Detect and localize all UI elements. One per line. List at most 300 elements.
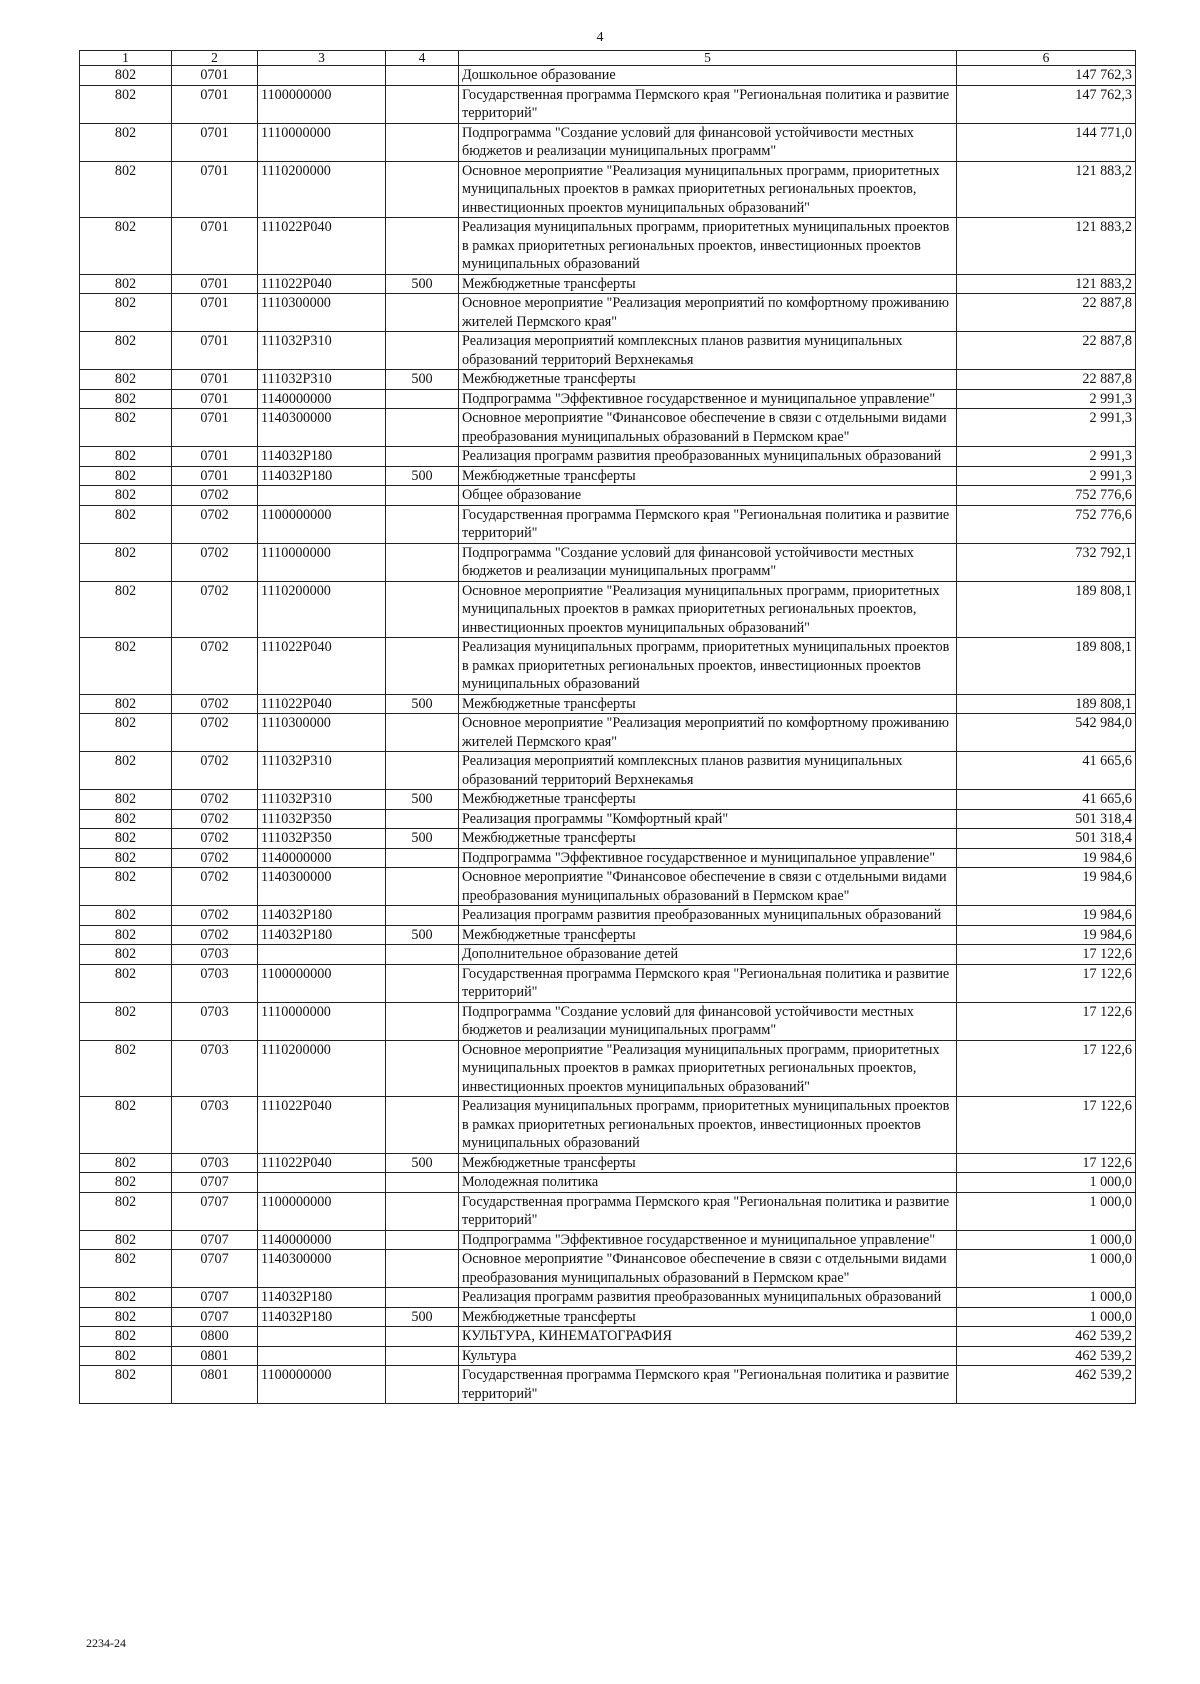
expense-type-code: 500 bbox=[386, 790, 459, 810]
target-code: 114032P180 bbox=[258, 466, 386, 486]
amount: 144 771,0 bbox=[957, 123, 1136, 161]
admin-code: 802 bbox=[80, 581, 172, 638]
amount: 752 776,6 bbox=[957, 505, 1136, 543]
item-name: Основное мероприятие "Финансовое обеспечение в связи с отдельными видами преобразования муниципальных образований в Пермском крае" bbox=[459, 868, 957, 906]
item-name: Государственная программа Пермского края "Региональная политика и развитие территорий" bbox=[459, 505, 957, 543]
amount: 22 887,8 bbox=[957, 370, 1136, 390]
item-name: Подпрограмма "Эффективное государственное и муниципальное управление" bbox=[459, 1230, 957, 1250]
table-row bbox=[80, 809, 1136, 829]
expense-type-code bbox=[386, 505, 459, 543]
item-name: Межбюджетные трансферты bbox=[459, 466, 957, 486]
amount: 19 984,6 bbox=[957, 848, 1136, 868]
admin-code: 802 bbox=[80, 389, 172, 409]
table-row bbox=[80, 714, 1136, 752]
section-code: 0702 bbox=[172, 809, 258, 829]
expense-type-code: 500 bbox=[386, 1153, 459, 1173]
amount: 17 122,6 bbox=[957, 964, 1136, 1002]
target-code: 111022P040 bbox=[258, 218, 386, 275]
table-row bbox=[80, 1097, 1136, 1154]
item-name: Реализация мероприятий комплексных планов развития муниципальных образований территорий Верхнекамья bbox=[459, 752, 957, 790]
item-name: Государственная программа Пермского края "Региональная политика и развитие территорий" bbox=[459, 85, 957, 123]
target-code bbox=[258, 1346, 386, 1366]
amount: 22 887,8 bbox=[957, 294, 1136, 332]
amount: 17 122,6 bbox=[957, 1097, 1136, 1154]
target-code: 1110000000 bbox=[258, 123, 386, 161]
table-row bbox=[80, 925, 1136, 945]
expense-type-code bbox=[386, 123, 459, 161]
target-code: 114032P180 bbox=[258, 447, 386, 467]
expense-type-code bbox=[386, 543, 459, 581]
expense-type-code bbox=[386, 1250, 459, 1288]
expense-type-code bbox=[386, 66, 459, 86]
expense-type-code bbox=[386, 581, 459, 638]
target-code: 1110000000 bbox=[258, 543, 386, 581]
amount: 147 762,3 bbox=[957, 66, 1136, 86]
table-row bbox=[80, 332, 1136, 370]
amount: 19 984,6 bbox=[957, 925, 1136, 945]
target-code: 114032P180 bbox=[258, 925, 386, 945]
item-name: КУЛЬТУРА, КИНЕМАТОГРАФИЯ bbox=[459, 1327, 957, 1347]
table-row bbox=[80, 123, 1136, 161]
table-row bbox=[80, 1192, 1136, 1230]
item-name: Общее образование bbox=[459, 486, 957, 506]
table-row bbox=[80, 581, 1136, 638]
amount: 1 000,0 bbox=[957, 1250, 1136, 1288]
section-code: 0707 bbox=[172, 1230, 258, 1250]
expense-type-code bbox=[386, 714, 459, 752]
table-row bbox=[80, 1288, 1136, 1308]
item-name: Государственная программа Пермского края "Региональная политика и развитие территорий" bbox=[459, 1366, 957, 1404]
expense-type-code bbox=[386, 964, 459, 1002]
admin-code: 802 bbox=[80, 218, 172, 275]
amount: 189 808,1 bbox=[957, 694, 1136, 714]
table-row bbox=[80, 447, 1136, 467]
table-row bbox=[80, 945, 1136, 965]
amount: 19 984,6 bbox=[957, 868, 1136, 906]
amount: 1 000,0 bbox=[957, 1173, 1136, 1193]
amount: 121 883,2 bbox=[957, 274, 1136, 294]
admin-code: 802 bbox=[80, 1250, 172, 1288]
target-code: 1100000000 bbox=[258, 964, 386, 1002]
amount: 121 883,2 bbox=[957, 218, 1136, 275]
target-code: 1110300000 bbox=[258, 294, 386, 332]
item-name: Основное мероприятие "Финансовое обеспечение в связи с отдельными видами преобразования муниципальных образований в Пермском крае" bbox=[459, 1250, 957, 1288]
amount: 501 318,4 bbox=[957, 809, 1136, 829]
target-code: 1100000000 bbox=[258, 85, 386, 123]
section-code: 0703 bbox=[172, 1153, 258, 1173]
section-code: 0702 bbox=[172, 925, 258, 945]
table-row bbox=[80, 1250, 1136, 1288]
item-name: Культура bbox=[459, 1346, 957, 1366]
amount: 2 991,3 bbox=[957, 447, 1136, 467]
target-code bbox=[258, 66, 386, 86]
admin-code: 802 bbox=[80, 370, 172, 390]
amount: 501 318,4 bbox=[957, 829, 1136, 849]
section-code: 0702 bbox=[172, 505, 258, 543]
item-name: Основное мероприятие "Реализация муниципальных программ, приоритетных муниципальных проектов в рамках приоритетных региональных проектов, инвестиционных проектов муниципальных образований" bbox=[459, 161, 957, 218]
target-code: 111022P040 bbox=[258, 694, 386, 714]
table-row bbox=[80, 906, 1136, 926]
target-code: 111022P040 bbox=[258, 274, 386, 294]
expense-type-code bbox=[386, 1002, 459, 1040]
amount: 1 000,0 bbox=[957, 1230, 1136, 1250]
expense-type-code: 500 bbox=[386, 829, 459, 849]
item-name: Реализация программ развития преобразованных муниципальных образований bbox=[459, 1288, 957, 1308]
target-code: 111032P310 bbox=[258, 370, 386, 390]
expense-type-code bbox=[386, 1097, 459, 1154]
table-row bbox=[80, 85, 1136, 123]
admin-code: 802 bbox=[80, 274, 172, 294]
table-row bbox=[80, 1230, 1136, 1250]
admin-code: 802 bbox=[80, 123, 172, 161]
expense-type-code bbox=[386, 1327, 459, 1347]
section-code: 0703 bbox=[172, 1002, 258, 1040]
admin-code: 802 bbox=[80, 868, 172, 906]
table-row bbox=[80, 848, 1136, 868]
admin-code: 802 bbox=[80, 945, 172, 965]
expense-type-code: 500 bbox=[386, 694, 459, 714]
expense-type-code bbox=[386, 85, 459, 123]
item-name: Реализация муниципальных программ, приоритетных муниципальных проектов в рамках приоритетных региональных проектов, инвестиционных проектов муниципальных образований bbox=[459, 638, 957, 695]
section-code: 0702 bbox=[172, 752, 258, 790]
section-code: 0801 bbox=[172, 1346, 258, 1366]
section-code: 0701 bbox=[172, 66, 258, 86]
item-name: Основное мероприятие "Финансовое обеспечение в связи с отдельными видами преобразования муниципальных образований в Пермском крае" bbox=[459, 409, 957, 447]
table-row bbox=[80, 1366, 1136, 1404]
table-row bbox=[80, 409, 1136, 447]
admin-code: 802 bbox=[80, 848, 172, 868]
amount: 41 665,6 bbox=[957, 790, 1136, 810]
target-code: 1110200000 bbox=[258, 1040, 386, 1097]
item-name: Подпрограмма "Создание условий для финансовой устойчивости местных бюджетов и реализации муниципальных программ" bbox=[459, 123, 957, 161]
budget-table bbox=[79, 50, 1136, 1404]
target-code: 1140300000 bbox=[258, 1250, 386, 1288]
section-code: 0702 bbox=[172, 906, 258, 926]
amount: 1 000,0 bbox=[957, 1307, 1136, 1327]
item-name: Реализация мероприятий комплексных планов развития муниципальных образований территорий Верхнекамья bbox=[459, 332, 957, 370]
amount: 542 984,0 bbox=[957, 714, 1136, 752]
item-name: Реализация программ развития преобразованных муниципальных образований bbox=[459, 906, 957, 926]
item-name: Дошкольное образование bbox=[459, 66, 957, 86]
item-name: Подпрограмма "Создание условий для финансовой устойчивости местных бюджетов и реализации муниципальных программ" bbox=[459, 1002, 957, 1040]
target-code: 1110300000 bbox=[258, 714, 386, 752]
admin-code: 802 bbox=[80, 1366, 172, 1404]
section-code: 0703 bbox=[172, 1097, 258, 1154]
admin-code: 802 bbox=[80, 505, 172, 543]
amount: 41 665,6 bbox=[957, 752, 1136, 790]
expense-type-code bbox=[386, 906, 459, 926]
table-row bbox=[80, 1002, 1136, 1040]
column-number-row bbox=[80, 51, 1136, 66]
item-name: Межбюджетные трансферты bbox=[459, 925, 957, 945]
target-code: 111032P350 bbox=[258, 809, 386, 829]
admin-code: 802 bbox=[80, 925, 172, 945]
document-code: 2234-24 bbox=[86, 1636, 126, 1650]
expense-type-code bbox=[386, 294, 459, 332]
target-code: 111032P350 bbox=[258, 829, 386, 849]
section-code: 0701 bbox=[172, 161, 258, 218]
section-code: 0702 bbox=[172, 868, 258, 906]
admin-code: 802 bbox=[80, 1040, 172, 1097]
admin-code: 802 bbox=[80, 829, 172, 849]
admin-code: 802 bbox=[80, 1153, 172, 1173]
section-code: 0702 bbox=[172, 638, 258, 695]
section-code: 0702 bbox=[172, 829, 258, 849]
amount: 17 122,6 bbox=[957, 1040, 1136, 1097]
section-code: 0703 bbox=[172, 945, 258, 965]
admin-code: 802 bbox=[80, 809, 172, 829]
admin-code: 802 bbox=[80, 906, 172, 926]
amount: 752 776,6 bbox=[957, 486, 1136, 506]
target-code: 1110000000 bbox=[258, 1002, 386, 1040]
item-name: Межбюджетные трансферты bbox=[459, 790, 957, 810]
expense-type-code: 500 bbox=[386, 466, 459, 486]
expense-type-code bbox=[386, 161, 459, 218]
amount: 189 808,1 bbox=[957, 581, 1136, 638]
amount: 17 122,6 bbox=[957, 1002, 1136, 1040]
expense-type-code bbox=[386, 638, 459, 695]
amount: 121 883,2 bbox=[957, 161, 1136, 218]
expense-type-code: 500 bbox=[386, 370, 459, 390]
section-code: 0702 bbox=[172, 714, 258, 752]
admin-code: 802 bbox=[80, 447, 172, 467]
section-code: 0707 bbox=[172, 1250, 258, 1288]
item-name: Основное мероприятие "Реализация муниципальных программ, приоритетных муниципальных проектов в рамках приоритетных региональных проектов, инвестиционных проектов муниципальных образований" bbox=[459, 581, 957, 638]
admin-code: 802 bbox=[80, 85, 172, 123]
table-body bbox=[80, 66, 1136, 1404]
admin-code: 802 bbox=[80, 1346, 172, 1366]
section-code: 0702 bbox=[172, 486, 258, 506]
table-row bbox=[80, 505, 1136, 543]
column-number-5: 5 bbox=[459, 51, 957, 66]
section-code: 0702 bbox=[172, 790, 258, 810]
target-code bbox=[258, 1327, 386, 1347]
table-row bbox=[80, 694, 1136, 714]
table-row bbox=[80, 1327, 1136, 1347]
target-code: 1100000000 bbox=[258, 1192, 386, 1230]
amount: 1 000,0 bbox=[957, 1288, 1136, 1308]
table-row bbox=[80, 1307, 1136, 1327]
amount: 2 991,3 bbox=[957, 389, 1136, 409]
target-code: 1140300000 bbox=[258, 868, 386, 906]
section-code: 0701 bbox=[172, 332, 258, 370]
admin-code: 802 bbox=[80, 543, 172, 581]
expense-type-code bbox=[386, 752, 459, 790]
section-code: 0707 bbox=[172, 1307, 258, 1327]
item-name: Основное мероприятие "Реализация муниципальных программ, приоритетных муниципальных проектов в рамках приоритетных региональных проектов, инвестиционных проектов муниципальных образований" bbox=[459, 1040, 957, 1097]
item-name: Реализация программ развития преобразованных муниципальных образований bbox=[459, 447, 957, 467]
amount: 2 991,3 bbox=[957, 409, 1136, 447]
target-code: 1110200000 bbox=[258, 581, 386, 638]
admin-code: 802 bbox=[80, 161, 172, 218]
item-name: Межбюджетные трансферты bbox=[459, 694, 957, 714]
item-name: Реализация муниципальных программ, приоритетных муниципальных проектов в рамках приоритетных региональных проектов, инвестиционных проектов муниципальных образований bbox=[459, 218, 957, 275]
item-name: Межбюджетные трансферты bbox=[459, 1153, 957, 1173]
table-row bbox=[80, 486, 1136, 506]
column-number-2: 2 bbox=[172, 51, 258, 66]
expense-type-code bbox=[386, 1288, 459, 1308]
expense-type-code bbox=[386, 848, 459, 868]
column-number-6: 6 bbox=[957, 51, 1136, 66]
amount: 1 000,0 bbox=[957, 1192, 1136, 1230]
table-row bbox=[80, 66, 1136, 86]
table-row bbox=[80, 274, 1136, 294]
section-code: 0703 bbox=[172, 964, 258, 1002]
section-code: 0701 bbox=[172, 370, 258, 390]
admin-code: 802 bbox=[80, 1307, 172, 1327]
table-row bbox=[80, 790, 1136, 810]
admin-code: 802 bbox=[80, 1192, 172, 1230]
admin-code: 802 bbox=[80, 409, 172, 447]
table-row bbox=[80, 161, 1136, 218]
table-row bbox=[80, 868, 1136, 906]
target-code: 1100000000 bbox=[258, 1366, 386, 1404]
target-code: 1140000000 bbox=[258, 848, 386, 868]
target-code: 111022P040 bbox=[258, 1097, 386, 1154]
item-name: Реализация муниципальных программ, приоритетных муниципальных проектов в рамках приоритетных региональных проектов, инвестиционных проектов муниципальных образований bbox=[459, 1097, 957, 1154]
amount: 22 887,8 bbox=[957, 332, 1136, 370]
admin-code: 802 bbox=[80, 694, 172, 714]
admin-code: 802 bbox=[80, 1230, 172, 1250]
amount: 732 792,1 bbox=[957, 543, 1136, 581]
item-name: Межбюджетные трансферты bbox=[459, 1307, 957, 1327]
expense-type-code: 500 bbox=[386, 274, 459, 294]
target-code: 1140000000 bbox=[258, 389, 386, 409]
section-code: 0701 bbox=[172, 294, 258, 332]
target-code bbox=[258, 486, 386, 506]
item-name: Дополнительное образование детей bbox=[459, 945, 957, 965]
expense-type-code: 500 bbox=[386, 1307, 459, 1327]
expense-type-code bbox=[386, 447, 459, 467]
expense-type-code bbox=[386, 1366, 459, 1404]
column-number-4: 4 bbox=[386, 51, 459, 66]
section-code: 0707 bbox=[172, 1192, 258, 1230]
item-name: Межбюджетные трансферты bbox=[459, 370, 957, 390]
table-row bbox=[80, 1040, 1136, 1097]
section-code: 0702 bbox=[172, 543, 258, 581]
table-row bbox=[80, 466, 1136, 486]
table-row bbox=[80, 964, 1136, 1002]
amount: 147 762,3 bbox=[957, 85, 1136, 123]
target-code: 111032P310 bbox=[258, 790, 386, 810]
column-number-1: 1 bbox=[80, 51, 172, 66]
expense-type-code bbox=[386, 409, 459, 447]
section-code: 0707 bbox=[172, 1173, 258, 1193]
admin-code: 802 bbox=[80, 1097, 172, 1154]
table-row bbox=[80, 370, 1136, 390]
item-name: Межбюджетные трансферты bbox=[459, 274, 957, 294]
amount: 462 539,2 bbox=[957, 1366, 1136, 1404]
table-row bbox=[80, 1153, 1136, 1173]
admin-code: 802 bbox=[80, 486, 172, 506]
item-name: Подпрограмма "Эффективное государственное и муниципальное управление" bbox=[459, 848, 957, 868]
target-code: 111032P310 bbox=[258, 332, 386, 370]
section-code: 0702 bbox=[172, 581, 258, 638]
target-code: 111032P310 bbox=[258, 752, 386, 790]
target-code: 111022P040 bbox=[258, 1153, 386, 1173]
table-row bbox=[80, 829, 1136, 849]
table-row bbox=[80, 752, 1136, 790]
expense-type-code bbox=[386, 1040, 459, 1097]
amount: 462 539,2 bbox=[957, 1346, 1136, 1366]
target-code bbox=[258, 1173, 386, 1193]
amount: 462 539,2 bbox=[957, 1327, 1136, 1347]
table-row bbox=[80, 638, 1136, 695]
admin-code: 802 bbox=[80, 964, 172, 1002]
expense-type-code bbox=[386, 218, 459, 275]
target-code: 1100000000 bbox=[258, 505, 386, 543]
target-code: 111022P040 bbox=[258, 638, 386, 695]
section-code: 0707 bbox=[172, 1288, 258, 1308]
admin-code: 802 bbox=[80, 1288, 172, 1308]
target-code: 114032P180 bbox=[258, 906, 386, 926]
expense-type-code bbox=[386, 809, 459, 829]
admin-code: 802 bbox=[80, 790, 172, 810]
admin-code: 802 bbox=[80, 1002, 172, 1040]
section-code: 0701 bbox=[172, 123, 258, 161]
table-row bbox=[80, 294, 1136, 332]
admin-code: 802 bbox=[80, 466, 172, 486]
item-name: Подпрограмма "Создание условий для финансовой устойчивости местных бюджетов и реализации муниципальных программ" bbox=[459, 543, 957, 581]
section-code: 0702 bbox=[172, 694, 258, 714]
section-code: 0701 bbox=[172, 218, 258, 275]
target-code: 114032P180 bbox=[258, 1307, 386, 1327]
expense-type-code bbox=[386, 332, 459, 370]
section-code: 0701 bbox=[172, 274, 258, 294]
target-code: 114032P180 bbox=[258, 1288, 386, 1308]
section-code: 0800 bbox=[172, 1327, 258, 1347]
section-code: 0701 bbox=[172, 447, 258, 467]
amount: 17 122,6 bbox=[957, 1153, 1136, 1173]
item-name: Межбюджетные трансферты bbox=[459, 829, 957, 849]
item-name: Государственная программа Пермского края "Региональная политика и развитие территорий" bbox=[459, 964, 957, 1002]
item-name: Молодежная политика bbox=[459, 1173, 957, 1193]
admin-code: 802 bbox=[80, 714, 172, 752]
expense-type-code bbox=[386, 1173, 459, 1193]
section-code: 0701 bbox=[172, 409, 258, 447]
expense-type-code bbox=[386, 1192, 459, 1230]
page-number: 4 bbox=[596, 30, 604, 45]
item-name: Подпрограмма "Эффективное государственное и муниципальное управление" bbox=[459, 389, 957, 409]
target-code: 1110200000 bbox=[258, 161, 386, 218]
item-name: Государственная программа Пермского края "Региональная политика и развитие территорий" bbox=[459, 1192, 957, 1230]
expense-type-code bbox=[386, 389, 459, 409]
item-name: Основное мероприятие "Реализация мероприятий по комфортному проживанию жителей Пермского края" bbox=[459, 294, 957, 332]
table-row bbox=[80, 218, 1136, 275]
section-code: 0703 bbox=[172, 1040, 258, 1097]
amount: 189 808,1 bbox=[957, 638, 1136, 695]
item-name: Реализация программы "Комфортный край" bbox=[459, 809, 957, 829]
expense-type-code bbox=[386, 945, 459, 965]
section-code: 0801 bbox=[172, 1366, 258, 1404]
table-row bbox=[80, 389, 1136, 409]
expense-type-code bbox=[386, 1346, 459, 1366]
target-code: 1140000000 bbox=[258, 1230, 386, 1250]
amount: 2 991,3 bbox=[957, 466, 1136, 486]
admin-code: 802 bbox=[80, 294, 172, 332]
column-number-3: 3 bbox=[258, 51, 386, 66]
expense-type-code bbox=[386, 1230, 459, 1250]
admin-code: 802 bbox=[80, 752, 172, 790]
section-code: 0701 bbox=[172, 466, 258, 486]
item-name: Основное мероприятие "Реализация мероприятий по комфортному проживанию жителей Пермского края" bbox=[459, 714, 957, 752]
table-row bbox=[80, 1346, 1136, 1366]
target-code: 1140300000 bbox=[258, 409, 386, 447]
amount: 19 984,6 bbox=[957, 906, 1136, 926]
expense-type-code bbox=[386, 486, 459, 506]
section-code: 0701 bbox=[172, 85, 258, 123]
admin-code: 802 bbox=[80, 1327, 172, 1347]
